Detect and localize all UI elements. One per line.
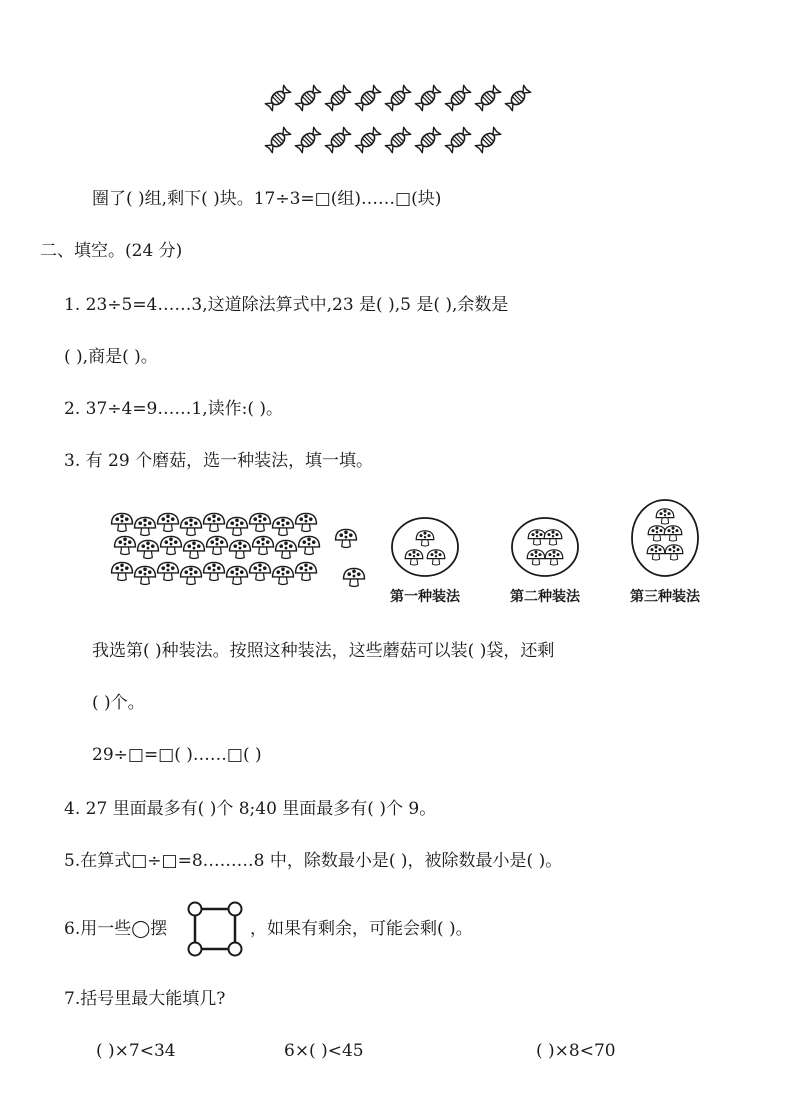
mushroom-icon (181, 566, 202, 584)
candy-icon (325, 85, 351, 111)
mushroom-icon (296, 562, 317, 580)
candy-row-2 (265, 127, 501, 153)
candy-icon (295, 127, 321, 153)
question-3-choice: 我选第( )种装法。按照这种装法，这些蘑菇可以装( )袋，还剩 (92, 641, 555, 661)
question-2: 2. 37÷4=9……1,读作:( )。 (64, 399, 283, 419)
candy-icon (295, 85, 321, 111)
packing-method-3-label: 第三种装法 (630, 589, 700, 605)
mushroom-icon (161, 536, 182, 554)
question-5: 5.在算式□÷□=8………8 中，除数最小是( )，被除数最小是( )。 (64, 851, 563, 871)
question-1-line-1: 1. 23÷5=4……3,这道除法算式中,23 是( ),5 是( ),余数是 (64, 295, 509, 315)
mushroom-icon (299, 536, 320, 554)
mushroom-icon (181, 517, 202, 535)
question-7-item-2: 6×( )<45 (284, 1041, 364, 1061)
question-4: 4. 27 里面最多有( )个 8;40 里面最多有( )个 9。 (64, 799, 437, 819)
mushroom-icon (112, 562, 133, 580)
candy-icon (475, 127, 501, 153)
candy-icon (355, 85, 381, 111)
mushroom-icon (276, 540, 297, 558)
mushroom-icon (273, 517, 294, 535)
packing-method-1-label: 第一种装法 (390, 589, 460, 605)
candy-icon (475, 85, 501, 111)
candy-icon (505, 85, 531, 111)
question-6-part-1: 6.用一些◯摆 (64, 919, 168, 939)
square-of-circles-icon (186, 898, 244, 960)
mushroom-icon (336, 529, 357, 547)
mushroom-icon (230, 540, 251, 558)
mushroom-icon (227, 517, 248, 535)
candy-row-1 (265, 85, 531, 111)
candy-icon (325, 127, 351, 153)
mushroom-icon (204, 562, 225, 580)
mushroom-icon (227, 566, 248, 584)
question-7-item-3: ( )×8<70 (536, 1041, 616, 1061)
question-1-line-2: ( ),商是( )。 (64, 347, 158, 367)
mushroom-bag (632, 500, 698, 576)
candy-icon (385, 85, 411, 111)
packing-method-2-label: 第二种装法 (510, 589, 580, 605)
mushroom-icon (158, 513, 179, 531)
mushroom-illustration (100, 498, 730, 616)
mushroom-bag (392, 518, 458, 576)
mushroom-icon (250, 562, 271, 580)
mushroom-icon (158, 562, 179, 580)
candy-icon (415, 127, 441, 153)
mushroom-icon (135, 566, 156, 584)
question-6-part-2: ，如果有剩余，可能会剩( )。 (250, 919, 473, 939)
candy-icon (385, 127, 411, 153)
question-3-formula: 29÷□=□( )……□( ) (92, 745, 262, 765)
mushroom-icon (273, 566, 294, 584)
mushroom-icon (344, 568, 365, 586)
candy-illustration (258, 78, 538, 162)
mushroom-icon (253, 536, 274, 554)
mushroom-pile (112, 513, 365, 586)
mushroom-icon (135, 517, 156, 535)
mushroom-icon (115, 536, 136, 554)
mushroom-icon (250, 513, 271, 531)
section-title: 二、填空。(24 分) (40, 241, 183, 261)
question-3-choice-2: ( )个。 (92, 693, 145, 713)
candy-icon (445, 127, 471, 153)
question-7-item-1: ( )×7<34 (96, 1041, 176, 1061)
question-3: 3. 有 29 个磨菇，选一种装法，填一填。 (64, 451, 374, 471)
candy-icon (355, 127, 381, 153)
mushroom-icon (296, 513, 317, 531)
candy-icon (445, 85, 471, 111)
candy-question: 圈了( )组,剩下( )块。17÷3=□(组)……□(块) (92, 189, 442, 209)
mushroom-icon (112, 513, 133, 531)
mushroom-icon (138, 540, 159, 558)
mushroom-bag (512, 518, 578, 576)
mushroom-icon (204, 513, 225, 531)
candy-icon (415, 85, 441, 111)
mushroom-icon (184, 540, 205, 558)
mushroom-bags (392, 500, 698, 576)
candy-icon (265, 85, 291, 111)
candy-icon (265, 127, 291, 153)
mushroom-icon (207, 536, 228, 554)
question-7: 7.括号里最大能填几? (64, 989, 226, 1009)
